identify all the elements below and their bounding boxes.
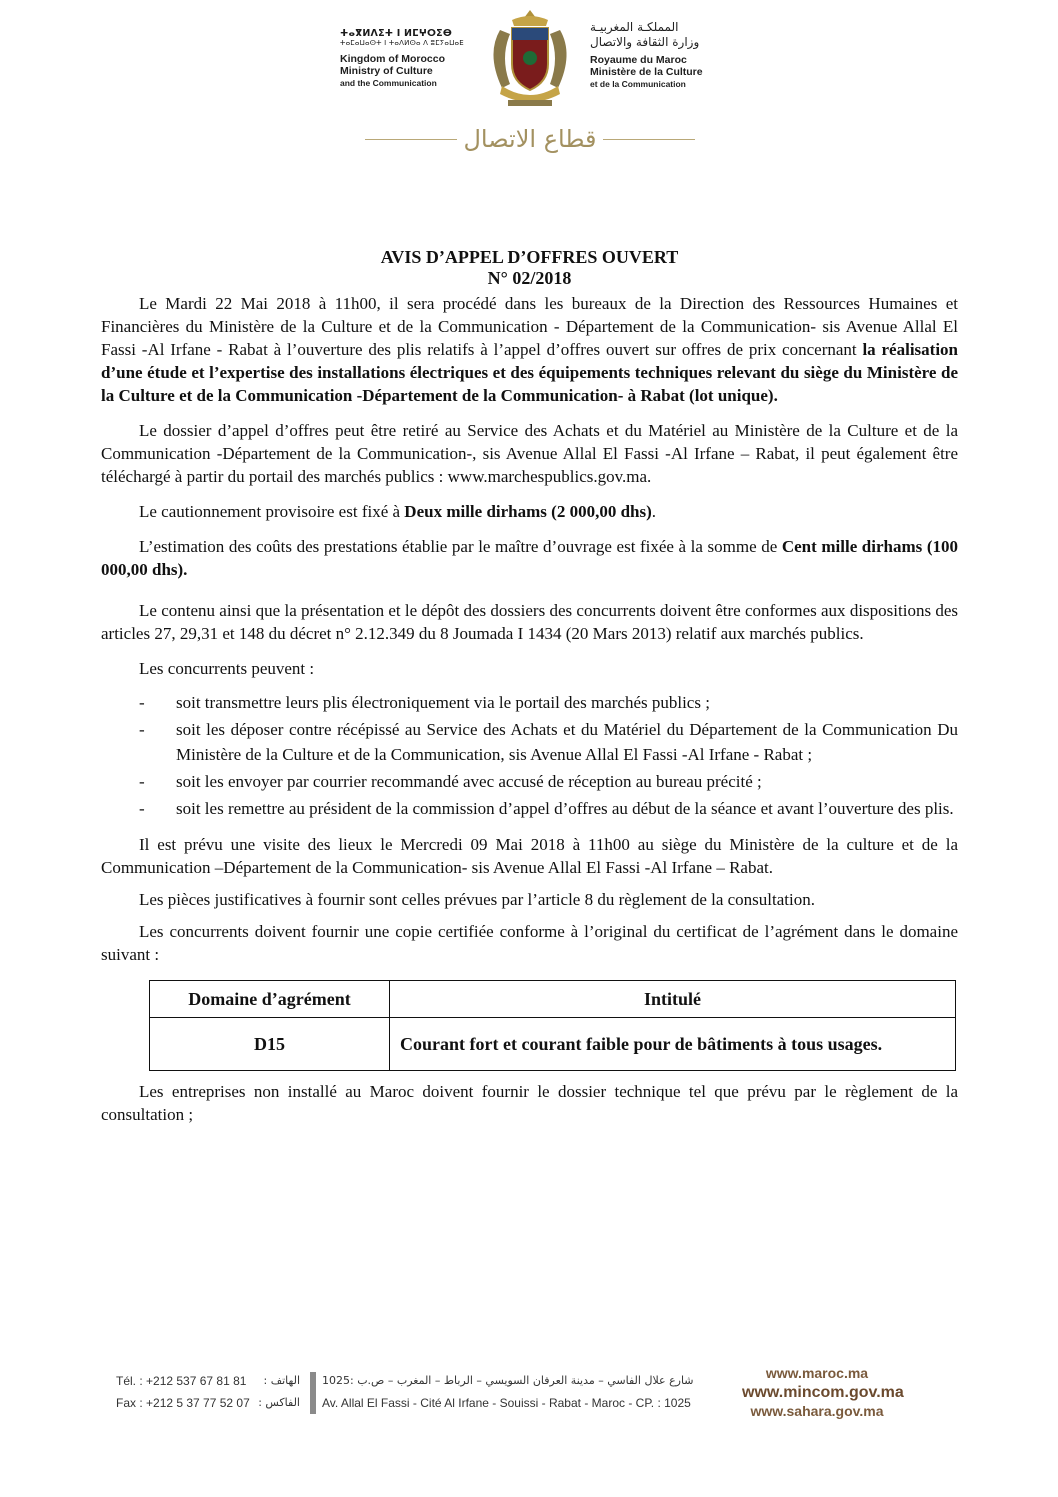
footer-link-mincom[interactable]: www.mincom.gov.ma — [742, 1384, 904, 1401]
footer-phone-block — [116, 1370, 250, 1414]
footer-link-maroc[interactable]: www.maroc.ma — [765, 1365, 869, 1381]
list-item-text: soit les envoyer par courrier recommandé avec accusé de réception au bureau précité ; — [176, 772, 762, 791]
footer-address-ar: 1025: شارع علال الفاسي – مدينة العرفان السويسي – الرباط – المغرب – ص.ب — [322, 1374, 694, 1387]
paragraph-caution — [101, 500, 958, 523]
table-header-intitule: Intitulé — [390, 981, 956, 1018]
footer-phone-labels-ar — [252, 1370, 300, 1414]
letterhead-ministry-fr-sub: et de la Communication — [590, 79, 686, 89]
letterhead-sector — [340, 122, 720, 156]
page-footer — [0, 1365, 1058, 1430]
table-row — [150, 1018, 956, 1071]
letterhead-ministry-fr: Ministère de la Culture — [590, 66, 703, 78]
table-cell-intitule: Courant fort et courant faible pour de bâtiments à tous usages. — [390, 1018, 956, 1071]
paragraph-agrement: Les concurrents doivent fournir une copie certifiée conforme à l’original du certificat de l’agrément dans le domaine suivant : — [101, 922, 958, 964]
letterhead — [340, 0, 720, 160]
list-item — [101, 769, 958, 794]
letterhead-kingdom-en: Kingdom of Morocco — [340, 53, 445, 65]
letterhead-french-block — [590, 20, 720, 90]
footer-websites — [742, 1364, 904, 1421]
letterhead-ministry-ar: وزارة الثقافة والاتصال — [590, 35, 700, 49]
paragraph-dossier: Le dossier d’appel d’offres peut être retiré au Service des Achats et du Matériel au Ministère de la Culture et de la Communication -Département de la Communication-, sis Avenue Allal El Fassi -Al Irfane – Rabat, il peut également être téléchargé à partir du portail des marchés publics : www.marchespublics.gov.ma. — [101, 421, 958, 486]
letterhead-kingdom-ar: المملكـة المغربيـة — [590, 20, 679, 34]
list-item — [101, 796, 958, 821]
footer-tel-ar: : الهاتف — [263, 1374, 300, 1387]
caution-end: . — [651, 502, 657, 521]
paragraph-pieces: Les pièces justificatives à fournir sont celles prévues par l’article 8 du règlement de la consultation. — [139, 890, 815, 909]
letterhead-kingdom-fr: Royaume du Maroc — [590, 54, 687, 66]
footer-link-sahara[interactable]: www.sahara.gov.ma — [750, 1403, 884, 1419]
document-title: AVIS D’APPEL D’OFFRES OUVERT — [380, 247, 679, 267]
list-item-text: soit transmettre leurs plis électroniquement via le portail des marchés publics ; — [176, 693, 710, 712]
paragraph-estimation — [101, 535, 958, 581]
document-body — [101, 247, 958, 1126]
paragraph-opening-object: la réalisation d’une étude et l’expertise des installations électriques et des équipements techniques relevant du siège du Ministère de la Culture et de la Communication -Département de la Communication- à Rabat (lot unique). — [101, 340, 958, 405]
document-number: N° 02/2018 — [487, 268, 572, 288]
letterhead-english-block — [340, 28, 470, 89]
list-item-text: soit les remettre au président de la commission d’appel d’offres au début de la séance et avant l’ouverture des plis. — [176, 799, 954, 818]
bullet-dash: - — [139, 693, 145, 712]
estimation-text: L’estimation des coûts des prestations établie par le maître d’ouvrage est fixée à la somme de — [139, 537, 782, 556]
table-header-row — [150, 981, 956, 1018]
letterhead-ministry-en: Ministry of Culture — [340, 65, 433, 77]
paragraph-visite: Il est prévu une visite des lieux le Mercredi 09 Mai 2018 à 11h00 au siège du Ministère de la culture et de la Communication –Département de la Communication- sis Avenue Allal El Fassi -Al Irfane – Rabat. — [101, 835, 958, 877]
bullet-dash: - — [139, 772, 145, 791]
letterhead-tifinagh-ministry: ⵜⴰⵎⴰⵡⴰⵙⵜ ⵏ ⵜⴰⴷⵍⵙⴰ ⴷ ⵓⵎⵢⴰⵡⴰⴹ — [340, 39, 464, 47]
estimation-amount: Cent mille dirhams (100 000,00 dhs). — [101, 537, 959, 579]
list-item — [101, 717, 958, 767]
footer-address-block — [322, 1370, 694, 1414]
bullet-dash: - — [139, 799, 145, 818]
agrement-table — [149, 980, 956, 1071]
list-item — [101, 690, 958, 715]
caution-amount: Deux mille dirhams (2 000,00 dhs) — [404, 502, 652, 521]
list-item-text: soit les déposer contre récépissé au Service des Achats et du Matériel du Département de la Communication Du Ministère de la Culture et de la Communication, sis Avenue Allal El Fassi -Al Irfane - Rabat ; — [176, 720, 958, 764]
sector-label-ar: قطاع الاتصال — [463, 125, 597, 153]
paragraph-opening — [101, 292, 958, 407]
paragraph-concurrents: Les concurrents peuvent : — [139, 659, 315, 678]
paragraph-entreprises: Les entreprises non installé au Maroc doivent fournir le dossier technique tel que prévu par le règlement de la consultation ; — [101, 1082, 958, 1124]
letterhead-tifinagh-kingdom: ⵜⴰⴳⵍⴷⵉⵜ ⵏ ⵍⵎⵖⵔⵉⴱ — [340, 28, 453, 39]
caution-text: Le cautionnement provisoire est fixé à — [139, 502, 405, 521]
table-cell-domaine: D15 — [150, 1018, 390, 1071]
coat-of-arms-icon — [482, 6, 578, 118]
footer-fax: Fax : +212 5 37 77 52 07 — [116, 1396, 250, 1410]
footer-separator — [310, 1372, 316, 1414]
table-header-domaine: Domaine d’agrément — [150, 981, 390, 1018]
paragraph-opening-text: Le Mardi 22 Mai 2018 à 11h00, il sera procédé dans les bureaux de la Direction des Ressources Humaines et Financières du Ministère de la Culture et de la Communication - Département de la Communication- sis Avenue Allal El Fassi -Al Irfane - Rabat à l’ouverture des plis relatifs à l’appel d’offres ouvert sur offres de prix concernant — [101, 294, 958, 359]
paragraph-contenu: Le contenu ainsi que la présentation et le dépôt des dossiers des concurrents doivent être conformes aux dispositions des articles 27, 29,31 et 148 du décret n° 2.12.349 du 8 Joumada I 1434 (20 Mars 2013) relatif aux marchés publics. — [101, 601, 958, 643]
submission-options-list — [101, 690, 958, 821]
footer-tel: Tél. : +212 537 67 81 81 — [116, 1374, 247, 1388]
letterhead-ministry-en-sub: and the Communication — [340, 78, 437, 88]
bullet-dash: - — [139, 720, 145, 739]
footer-address-fr: Av. Allal El Fassi - Cité Al Irfane - Souissi - Rabat - Maroc - CP. : 1025 — [322, 1396, 691, 1410]
footer-fax-ar: : الفاكس — [258, 1396, 300, 1409]
